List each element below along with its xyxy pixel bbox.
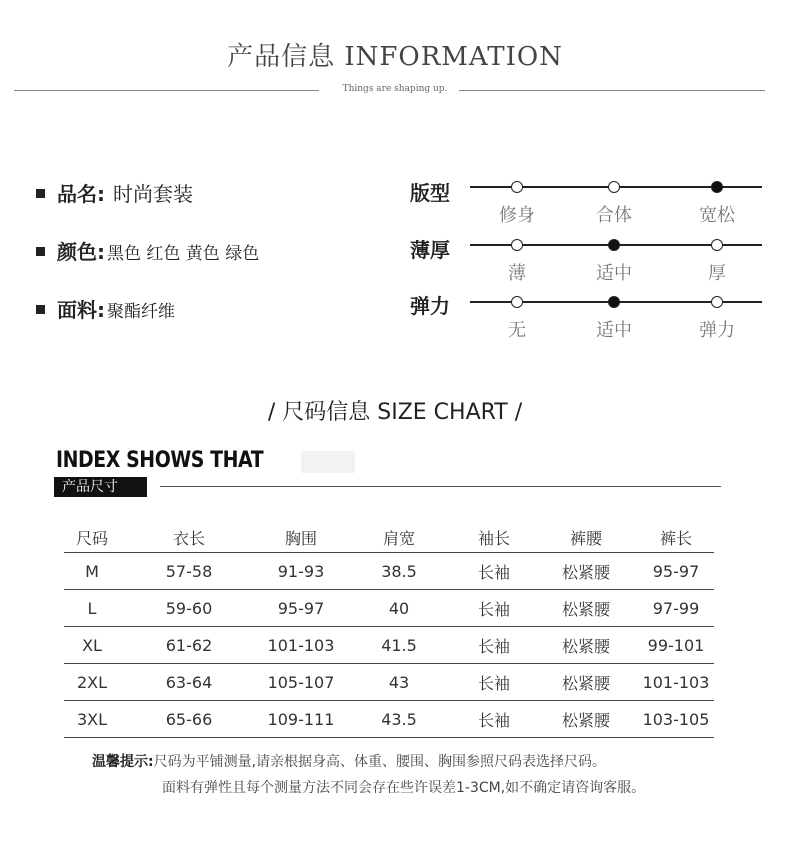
product-fabric-row bbox=[36, 294, 175, 323]
scale-option: 宽松 bbox=[699, 205, 735, 226]
scale-dot bbox=[711, 239, 723, 251]
table-cell: 61-62 bbox=[120, 627, 258, 664]
table-cell: 109-111 bbox=[258, 701, 344, 738]
column-header: 衣长 bbox=[120, 522, 258, 553]
table-cell: M bbox=[64, 553, 120, 590]
bullet-icon bbox=[36, 247, 45, 256]
table-cell: 101-103 bbox=[638, 664, 714, 701]
column-header: 袖长 bbox=[454, 522, 534, 553]
table-row bbox=[64, 701, 714, 738]
index-title: INDEX SHOWS THAT bbox=[56, 448, 264, 473]
table-cell: 松紧腰 bbox=[534, 664, 638, 701]
size-chart-title: / 尺码信息 SIZE CHART / bbox=[267, 400, 523, 425]
product-name-label: 品名: bbox=[57, 182, 105, 206]
table-cell: 59-60 bbox=[120, 590, 258, 627]
table-cell: 43.5 bbox=[344, 701, 454, 738]
scale-option: 适中 bbox=[596, 320, 632, 341]
table-cell: 长袖 bbox=[454, 590, 534, 627]
scale-dot bbox=[511, 181, 523, 193]
table-cell: 57-58 bbox=[120, 553, 258, 590]
table-row bbox=[64, 627, 714, 664]
scale-label: 弹力 bbox=[410, 294, 450, 318]
table-cell: 长袖 bbox=[454, 664, 534, 701]
table-cell: 101-103 bbox=[258, 627, 344, 664]
scale-option: 薄 bbox=[508, 263, 526, 284]
table-cell: 松紧腰 bbox=[534, 590, 638, 627]
table-cell: 松紧腰 bbox=[534, 627, 638, 664]
scale-option: 修身 bbox=[499, 205, 535, 226]
table-cell: 95-97 bbox=[638, 553, 714, 590]
table-row bbox=[64, 553, 714, 590]
table-cell: 91-93 bbox=[258, 553, 344, 590]
table-cell: 长袖 bbox=[454, 553, 534, 590]
index-tag: 产品尺寸 bbox=[54, 477, 147, 497]
table-header-row bbox=[64, 522, 714, 553]
table-cell: 95-97 bbox=[258, 590, 344, 627]
scale-dot bbox=[511, 296, 523, 308]
table-cell: L bbox=[64, 590, 120, 627]
product-fabric-label: 面料: bbox=[57, 298, 105, 322]
product-color-row bbox=[36, 236, 259, 265]
scale-dot bbox=[511, 239, 523, 251]
table-cell: 松紧腰 bbox=[534, 553, 638, 590]
column-header: 肩宽 bbox=[344, 522, 454, 553]
scale-label: 薄厚 bbox=[410, 238, 450, 262]
product-color-label: 颜色: bbox=[57, 240, 105, 264]
tip-label: 温馨提示: bbox=[92, 754, 154, 770]
scale-dot-selected bbox=[711, 181, 723, 193]
scale-option: 适中 bbox=[596, 263, 632, 284]
table-cell: 38.5 bbox=[344, 553, 454, 590]
scale-option: 合体 bbox=[596, 205, 632, 226]
scale-option: 厚 bbox=[708, 263, 726, 284]
page-subtitle: Things are shaping up. bbox=[342, 84, 448, 94]
table-cell: 65-66 bbox=[120, 701, 258, 738]
table-cell: 长袖 bbox=[454, 627, 534, 664]
column-header: 尺码 bbox=[64, 522, 120, 553]
size-table bbox=[64, 522, 714, 738]
product-name-value: 时尚套装 bbox=[113, 182, 193, 206]
column-header: 裤腰 bbox=[534, 522, 638, 553]
product-name-row bbox=[36, 178, 193, 207]
column-header: 裤长 bbox=[638, 522, 714, 553]
column-header: 胸围 bbox=[258, 522, 344, 553]
scale-label: 版型 bbox=[410, 181, 450, 205]
bullet-icon bbox=[36, 189, 45, 198]
decorative-box bbox=[301, 451, 355, 473]
tip-text: 尺码为平铺测量,请亲根据身高、体重、腰围、胸围参照尺码表选择尺码。 bbox=[153, 754, 607, 770]
table-row bbox=[64, 664, 714, 701]
table-cell: 103-105 bbox=[638, 701, 714, 738]
table-cell: 41.5 bbox=[344, 627, 454, 664]
scale-option: 无 bbox=[508, 320, 526, 341]
table-cell: 105-107 bbox=[258, 664, 344, 701]
table-cell: 63-64 bbox=[120, 664, 258, 701]
table-cell: 99-101 bbox=[638, 627, 714, 664]
bullet-icon bbox=[36, 305, 45, 314]
scale-dot-selected bbox=[608, 239, 620, 251]
tip-line-1 bbox=[92, 751, 606, 771]
scale-dot-selected bbox=[608, 296, 620, 308]
table-row bbox=[64, 590, 714, 627]
table-cell: 松紧腰 bbox=[534, 701, 638, 738]
table-cell: XL bbox=[64, 627, 120, 664]
product-color-value: 黑色 红色 黄色 绿色 bbox=[107, 244, 260, 264]
table-cell: 长袖 bbox=[454, 701, 534, 738]
scale-option: 弹力 bbox=[699, 320, 735, 341]
table-cell: 3XL bbox=[64, 701, 120, 738]
scale-dot bbox=[711, 296, 723, 308]
page-title: 产品信息 INFORMATION bbox=[227, 42, 563, 72]
table-cell: 43 bbox=[344, 664, 454, 701]
tip-line-2: 面料有弹性且每个测量方法不同会存在些许误差1-3CM,如不确定请咨询客服。 bbox=[162, 780, 646, 796]
index-divider bbox=[160, 486, 721, 487]
table-cell: 97-99 bbox=[638, 590, 714, 627]
table-cell: 40 bbox=[344, 590, 454, 627]
scale-dot bbox=[608, 181, 620, 193]
product-fabric-value: 聚酯纤维 bbox=[107, 302, 175, 322]
table-cell: 2XL bbox=[64, 664, 120, 701]
